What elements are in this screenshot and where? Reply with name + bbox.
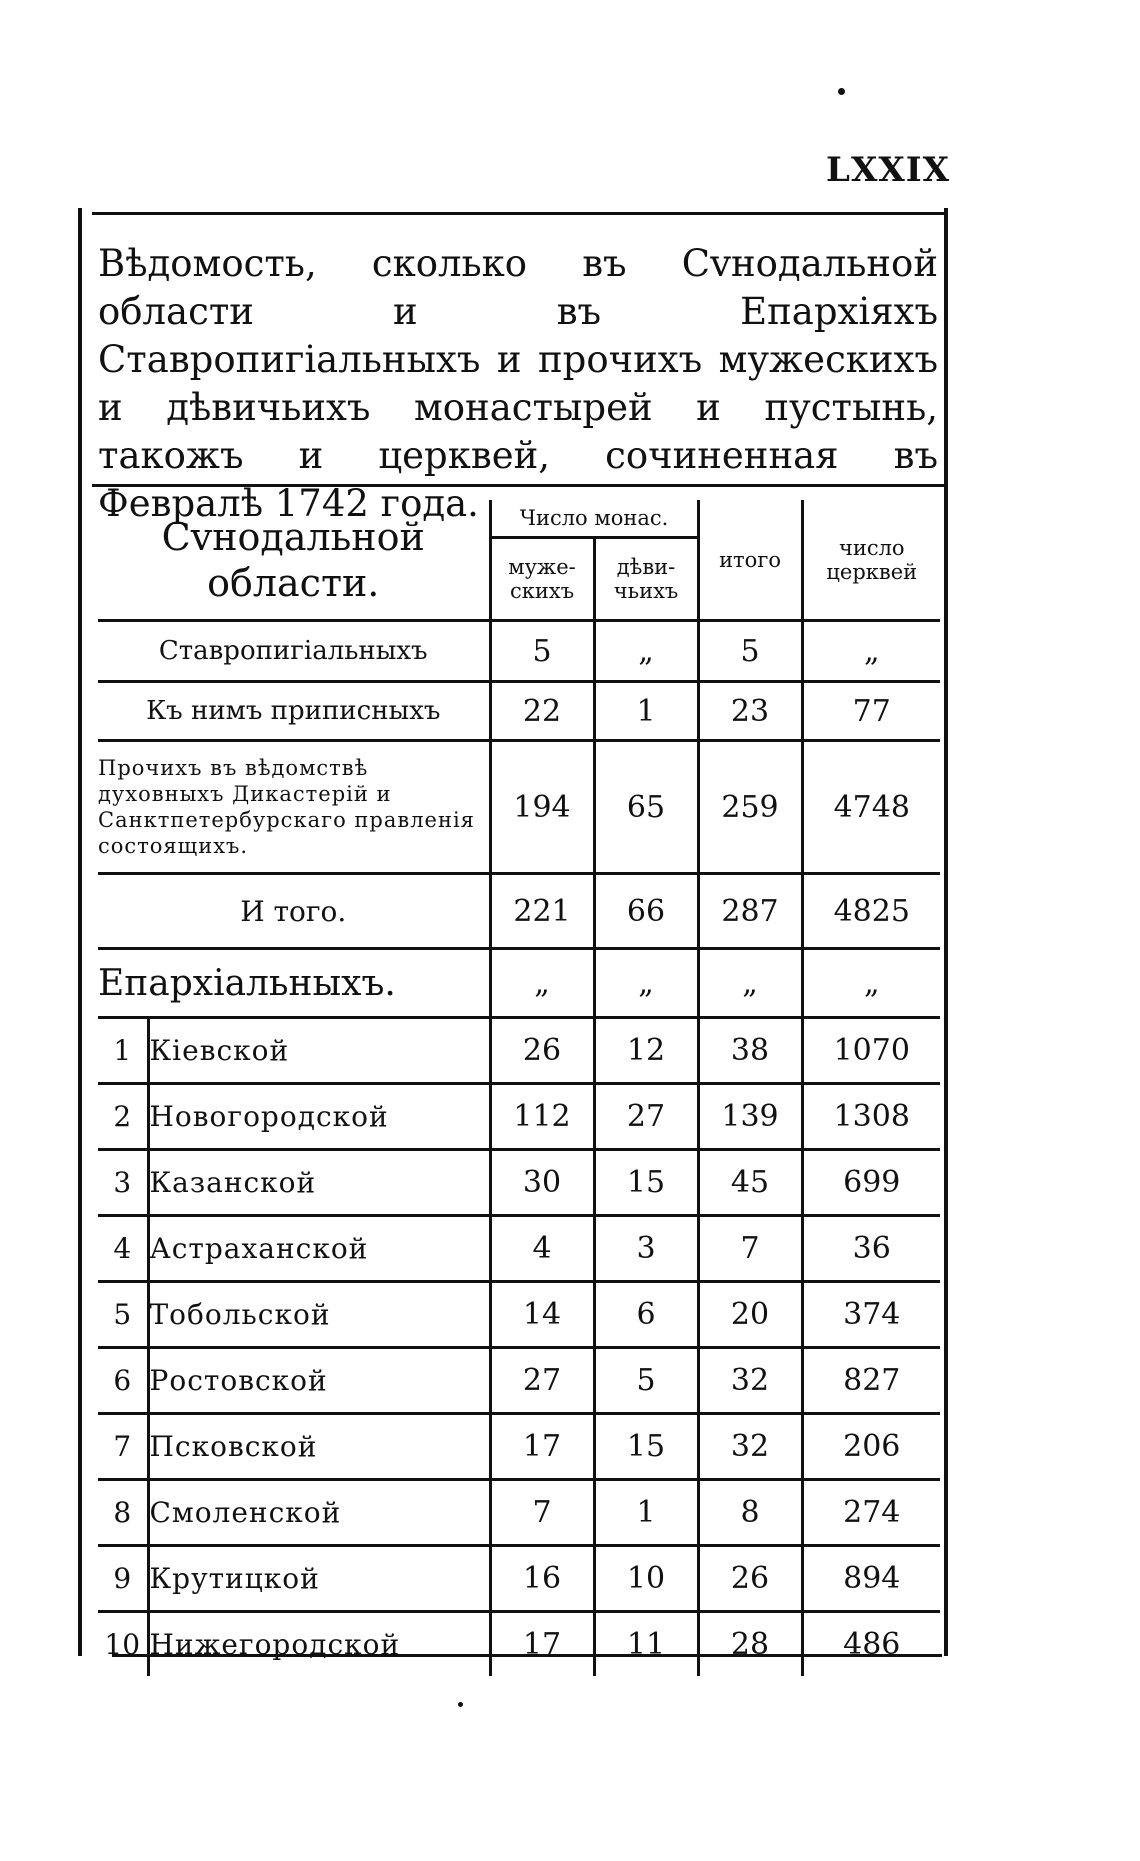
female-count: 6 xyxy=(594,1282,698,1348)
female-count: 66 xyxy=(594,874,698,949)
female-count: 1 xyxy=(594,682,698,741)
male-count: 27 xyxy=(490,1348,594,1414)
female-count: „ xyxy=(594,621,698,682)
male-count: 112 xyxy=(490,1084,594,1150)
total-count: 20 xyxy=(698,1282,802,1348)
church-count: 206 xyxy=(802,1414,940,1480)
diocese-name: Новогородской xyxy=(148,1084,490,1150)
ink-dot xyxy=(838,88,845,95)
header-monasteries: Число монас. xyxy=(490,500,698,538)
page-number: LXXIX xyxy=(826,150,950,190)
male-count: 4 xyxy=(490,1216,594,1282)
total-count: 287 xyxy=(698,874,802,949)
diocese-row xyxy=(98,1414,940,1480)
diocese-name: Тобольской xyxy=(148,1282,490,1348)
female-count: 27 xyxy=(594,1084,698,1150)
row-number: 10 xyxy=(98,1612,148,1677)
male-count: 194 xyxy=(490,741,594,874)
header-total: итого xyxy=(698,500,802,621)
table-row xyxy=(98,741,940,874)
total-count: 7 xyxy=(698,1216,802,1282)
row-number: 3 xyxy=(98,1150,148,1216)
church-count: 486 xyxy=(802,1612,940,1677)
row-number: 7 xyxy=(98,1414,148,1480)
female-count: „ xyxy=(594,949,698,1018)
row-number: 2 xyxy=(98,1084,148,1150)
male-count: „ xyxy=(490,949,594,1018)
document-title: Вѣдомость, сколько въ Сvнодальной области и въ Епархіяхъ Ставропигіальныхъ и прочихъ мужескихъ и дѣвичьихъ монастырей и пустынь, такожъ и церквей, сочиненная въ Февралѣ 1742 года. xyxy=(98,242,938,525)
header-row-1 xyxy=(98,500,940,538)
diocese-name: Псковской xyxy=(148,1414,490,1480)
male-count: 30 xyxy=(490,1150,594,1216)
female-count: 3 xyxy=(594,1216,698,1282)
monastery-table xyxy=(98,500,940,1676)
female-count: 15 xyxy=(594,1414,698,1480)
church-count: 699 xyxy=(802,1150,940,1216)
total-count: „ xyxy=(698,949,802,1018)
total-count: 23 xyxy=(698,682,802,741)
female-count: 65 xyxy=(594,741,698,874)
male-count: 17 xyxy=(490,1612,594,1677)
church-count: 36 xyxy=(802,1216,940,1282)
total-count: 5 xyxy=(698,621,802,682)
female-count: 15 xyxy=(594,1150,698,1216)
diocese-name: Кіевской xyxy=(148,1018,490,1084)
diocese-row xyxy=(98,1150,940,1216)
female-count: 12 xyxy=(594,1018,698,1084)
total-count: 259 xyxy=(698,741,802,874)
diocese-row xyxy=(98,1480,940,1546)
total-count: 8 xyxy=(698,1480,802,1546)
total-count: 26 xyxy=(698,1546,802,1612)
male-count: 16 xyxy=(490,1546,594,1612)
diocese-name: Крутицкой xyxy=(148,1546,490,1612)
church-count: 4825 xyxy=(802,874,940,949)
church-count: 1070 xyxy=(802,1018,940,1084)
header-churches: число церквей xyxy=(802,500,940,621)
diocese-row xyxy=(98,1348,940,1414)
section-label: Епархіальныхъ. xyxy=(98,949,490,1018)
female-count: 1 xyxy=(594,1480,698,1546)
church-count: 1308 xyxy=(802,1084,940,1150)
row-label: Прочихъ въ вѣдомствѣ духовныхъ Дикастерій и Санктпетербурскаго правленія состоящихъ. xyxy=(98,741,490,874)
diocese-row xyxy=(98,1216,940,1282)
row-label: Ставропигіальныхъ xyxy=(98,621,490,682)
row-number: 1 xyxy=(98,1018,148,1084)
church-count: „ xyxy=(802,621,940,682)
diocese-row xyxy=(98,1084,940,1150)
diocese-name: Казанской xyxy=(148,1150,490,1216)
total-count: 32 xyxy=(698,1348,802,1414)
male-count: 5 xyxy=(490,621,594,682)
female-count: 10 xyxy=(594,1546,698,1612)
row-number: 8 xyxy=(98,1480,148,1546)
header-region: Сvнодальной области. xyxy=(98,500,490,621)
ink-dot xyxy=(458,1702,463,1707)
male-count: 14 xyxy=(490,1282,594,1348)
male-count: 22 xyxy=(490,682,594,741)
diocese-name: Смоленской xyxy=(148,1480,490,1546)
church-count: 4748 xyxy=(802,741,940,874)
male-count: 26 xyxy=(490,1018,594,1084)
female-count: 11 xyxy=(594,1612,698,1677)
row-number: 9 xyxy=(98,1546,148,1612)
church-count: 894 xyxy=(802,1546,940,1612)
church-count: „ xyxy=(802,949,940,1018)
table-row xyxy=(98,621,940,682)
male-count: 221 xyxy=(490,874,594,949)
header-female: дѣви-чьихъ xyxy=(594,538,698,621)
row-label: Къ нимъ приписныхъ xyxy=(98,682,490,741)
total-count: 139 xyxy=(698,1084,802,1150)
church-count: 77 xyxy=(802,682,940,741)
table-row xyxy=(98,682,940,741)
row-number: 6 xyxy=(98,1348,148,1414)
subtotal-row xyxy=(98,874,940,949)
section-row xyxy=(98,949,940,1018)
diocese-row xyxy=(98,1282,940,1348)
total-count: 45 xyxy=(698,1150,802,1216)
top-rule xyxy=(92,212,944,215)
diocese-row xyxy=(98,1018,940,1084)
total-count: 28 xyxy=(698,1612,802,1677)
diocese-name: Ростовской xyxy=(148,1348,490,1414)
church-count: 274 xyxy=(802,1480,940,1546)
diocese-name: Нижегородской xyxy=(149,1628,401,1661)
row-number: 5 xyxy=(98,1282,148,1348)
church-count: 374 xyxy=(802,1282,940,1348)
diocese-name: Астраханской xyxy=(148,1216,490,1282)
male-count: 7 xyxy=(490,1480,594,1546)
church-count: 827 xyxy=(802,1348,940,1414)
male-count: 17 xyxy=(490,1414,594,1480)
total-count: 32 xyxy=(698,1414,802,1480)
subtotal-label: И того. xyxy=(98,874,490,949)
total-count: 38 xyxy=(698,1018,802,1084)
header-male: муже-скихъ xyxy=(490,538,594,621)
row-number: 4 xyxy=(98,1216,148,1282)
female-count: 5 xyxy=(594,1348,698,1414)
diocese-row xyxy=(98,1546,940,1612)
diocese-row xyxy=(98,1612,940,1677)
